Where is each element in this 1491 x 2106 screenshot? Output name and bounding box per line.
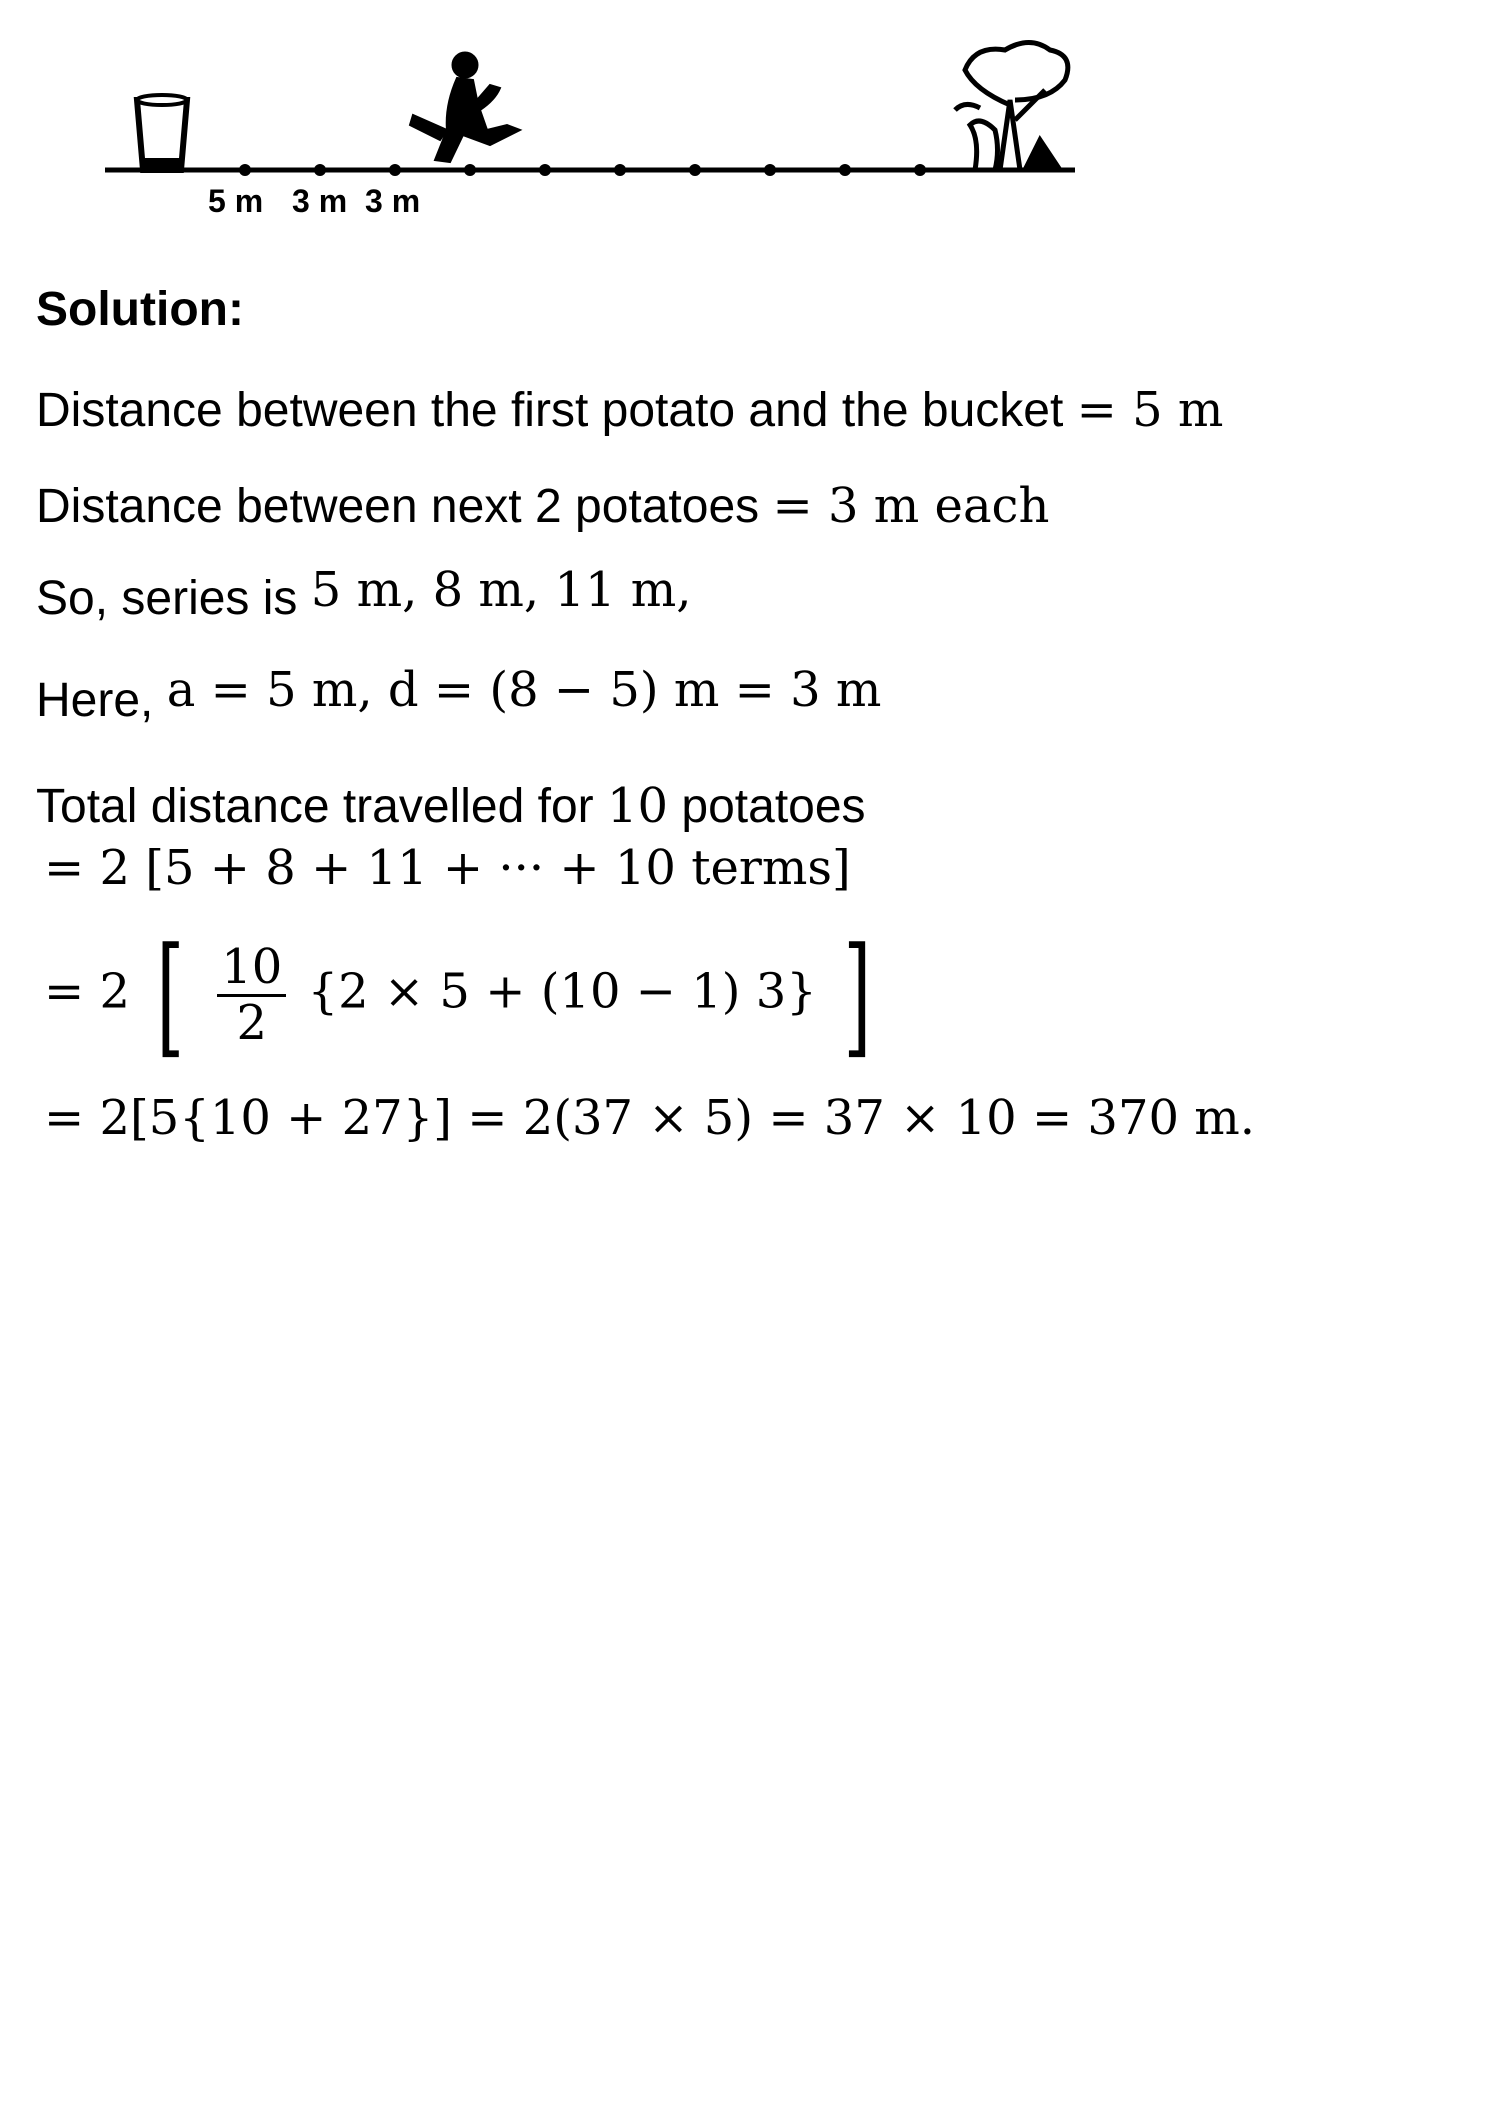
equation-sum-terms: = 2 [5 + 8 + 11 + ··· + 10 terms] [44, 840, 851, 896]
line-first-distance [36, 382, 1223, 438]
line-here [36, 662, 882, 728]
fraction-numerator: 10 [217, 941, 286, 997]
bucket-icon [137, 95, 187, 170]
line-series-text: So, series is [36, 572, 298, 625]
line-series-math: 5 m, 8 m, 11 m, [310, 562, 692, 618]
line-total-distance [36, 778, 866, 834]
right-bracket: ] [843, 919, 872, 1071]
line-here-text: Here, [36, 674, 154, 727]
equation-formula [44, 919, 883, 1071]
line-total-text-b: potatoes [681, 780, 866, 833]
line-total-num: 10 [606, 778, 669, 834]
equation-result: = 2[5{10 + 27}] = 2(37 × 5) = 37 × 10 = 370 m. [44, 1090, 1256, 1146]
line-next-distance-math: = 3 m each [772, 478, 1050, 534]
line-total-text-a: Total distance travelled for [36, 780, 594, 833]
fraction [217, 938, 286, 1051]
figure-label-3: 3 m [365, 183, 421, 219]
potato-race-figure [95, 30, 1095, 230]
equation-formula-rest: {2 × 5 + (10 − 1) 3} [307, 963, 817, 1020]
tree-icon [955, 43, 1068, 171]
line-next-distance [36, 478, 1049, 534]
solution-heading: Solution: [36, 283, 244, 336]
line-next-distance-text: Distance between next 2 potatoes [36, 480, 760, 533]
equation-formula-prefix: = 2 [44, 963, 131, 1020]
figure-label-1: 5 m [208, 183, 264, 219]
line-series [36, 562, 692, 626]
fraction-denominator: 2 [236, 994, 268, 1051]
runner-icon [410, 52, 520, 162]
left-bracket: [ [156, 919, 185, 1071]
line-first-distance-text: Distance between the first potato and the bucket [36, 384, 1064, 437]
line-here-math: a = 5 m, d = (8 − 5) m = 3 m [166, 662, 882, 718]
figure-label-2: 3 m [292, 183, 348, 219]
line-first-distance-math: = 5 m [1076, 382, 1224, 438]
